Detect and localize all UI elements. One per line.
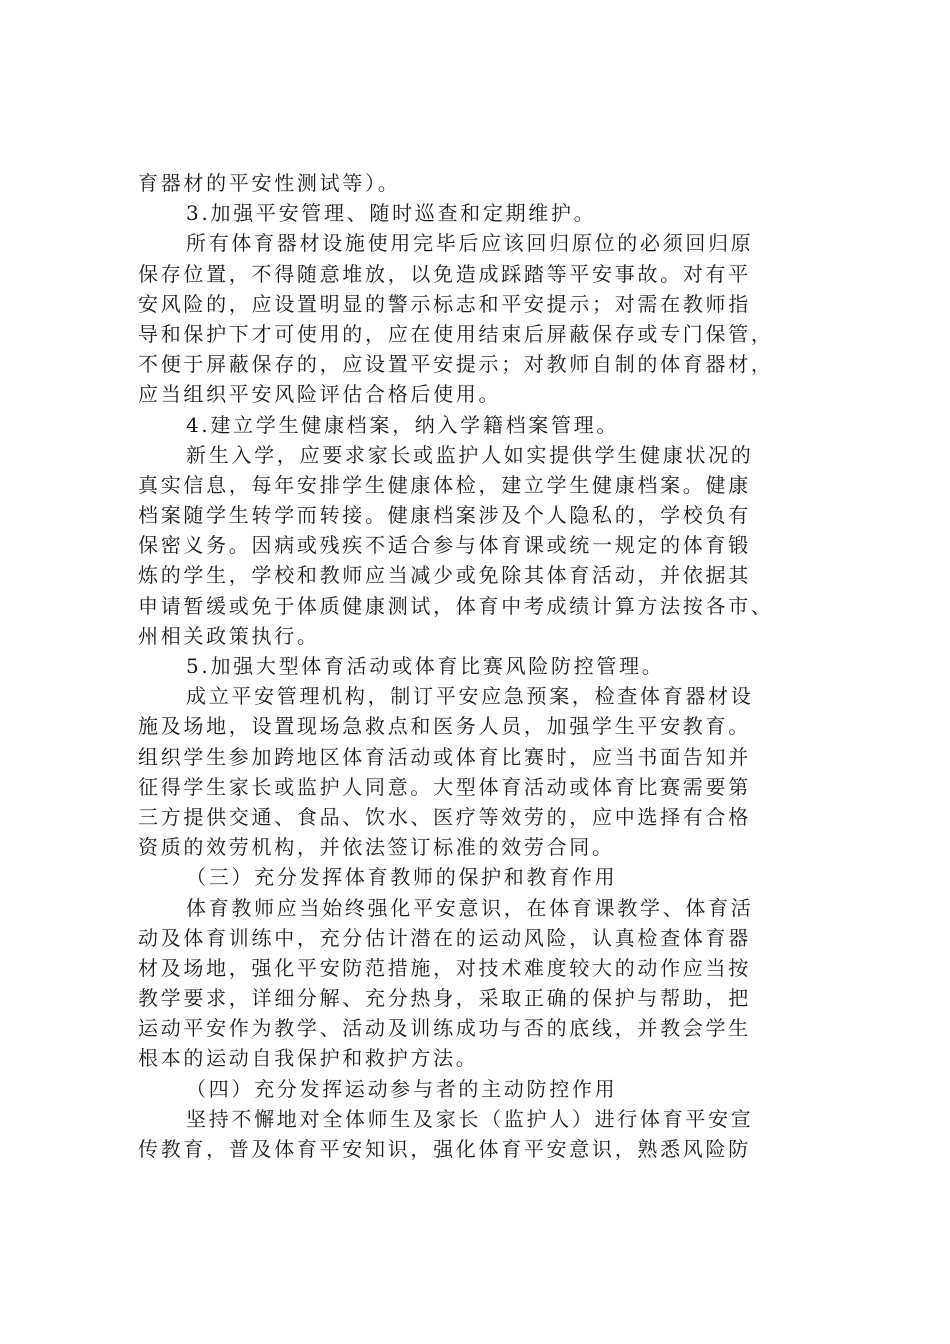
text-line: 施及场地，设置现场急救点和医务人员，加强学生平安教育。 bbox=[138, 714, 751, 739]
text-line: 三方提供交通、食品、饮水、医疗等效劳的，应中选择有合格 bbox=[138, 804, 751, 829]
text-line: 运动平安作为教学、活动及训练成功与否的底线，并教会学生 bbox=[138, 1016, 751, 1041]
text-line: 坚持不懈地对全体师生及家长（监护人）进行体育平安宣 bbox=[186, 1106, 754, 1131]
text-line: 应当组织平安风险评估合格后使用。 bbox=[138, 382, 502, 407]
text-line: 动及体育训练中，充分估计潜在的运动风险，认真检查体育器 bbox=[138, 925, 751, 950]
text-line: 安风险的，应设置明显的警示标志和平安提示；对需在教师指 bbox=[138, 291, 751, 316]
text-line: 炼的学生，学校和教师应当减少或免除其体育活动，并依据其 bbox=[138, 563, 751, 588]
text-line: 所有体育器材设施使用完毕后应该回归原位的必须回归原 bbox=[186, 231, 754, 256]
text-line: 导和保护下才可使用的，应在使用结束后屏蔽保存或专门保管， bbox=[138, 321, 774, 346]
section-heading: （四）充分发挥运动参与者的主动防控作用 bbox=[186, 1076, 618, 1101]
text-line: 传教育，普及体育平安知识，强化体育平安意识，熟悉风险防 bbox=[138, 1137, 751, 1161]
text-line: 征得学生家长或监护人同意。大型体育活动或体育比赛需要第 bbox=[138, 774, 751, 799]
document-body bbox=[138, 168, 838, 1164]
text-line: 不便于屏蔽保存的，应设置平安提示；对教师自制的体育器材， bbox=[138, 352, 774, 377]
text-line: 组织学生参加跨地区体育活动或体育比赛时，应当书面告知并 bbox=[138, 744, 751, 769]
text-line: 成立平安管理机构，制订平安应急预案，检查体育器材设 bbox=[186, 684, 754, 709]
text-line: 真实信息，每年安排学生健康体检，建立学生健康档案。健康 bbox=[138, 472, 751, 497]
text-line: 4.建立学生健康档案，纳入学籍档案管理。 bbox=[186, 412, 620, 437]
text-line: 档案随学生转学而转接。健康档案涉及个人隐私的，学校负有 bbox=[138, 503, 751, 528]
text-line: 3.加强平安管理、随时巡查和定期维护。 bbox=[186, 201, 597, 226]
text-line: 体育教师应当始终强化平安意识，在体育课教学、体育活 bbox=[186, 895, 754, 920]
text-line: 保存位置，不得随意堆放，以免造成踩踏等平安事故。对有平 bbox=[138, 261, 751, 286]
text-line: 根本的运动自我保护和救护方法。 bbox=[138, 1046, 479, 1071]
text-line: 资质的效劳机构，并依法签订标准的效劳合同。 bbox=[138, 835, 615, 860]
text-line: 新生入学，应要求家长或监护人如实提供学生健康状况的 bbox=[186, 442, 754, 467]
text-line: 保密义务。因病或残疾不适合参与体育课或统一规定的体育锻 bbox=[138, 533, 751, 558]
text-line: 申请暂缓或免于体质健康测试，体育中考成绩计算方法按各市、 bbox=[138, 593, 774, 618]
text-line: 育器材的平安性测试等）。 bbox=[138, 171, 401, 195]
section-heading: （三）充分发挥体育教师的保护和教育作用 bbox=[186, 865, 618, 890]
text-line: 州相关政策执行。 bbox=[138, 623, 320, 648]
text-line: 教学要求，详细分解、充分热身，采取正确的保护与帮助，把 bbox=[138, 986, 751, 1011]
text-line: 材及场地，强化平安防范措施，对技术难度较大的动作应当按 bbox=[138, 955, 751, 980]
text-line: 5.加强大型体育活动或体育比赛风险防控管理。 bbox=[186, 654, 665, 678]
